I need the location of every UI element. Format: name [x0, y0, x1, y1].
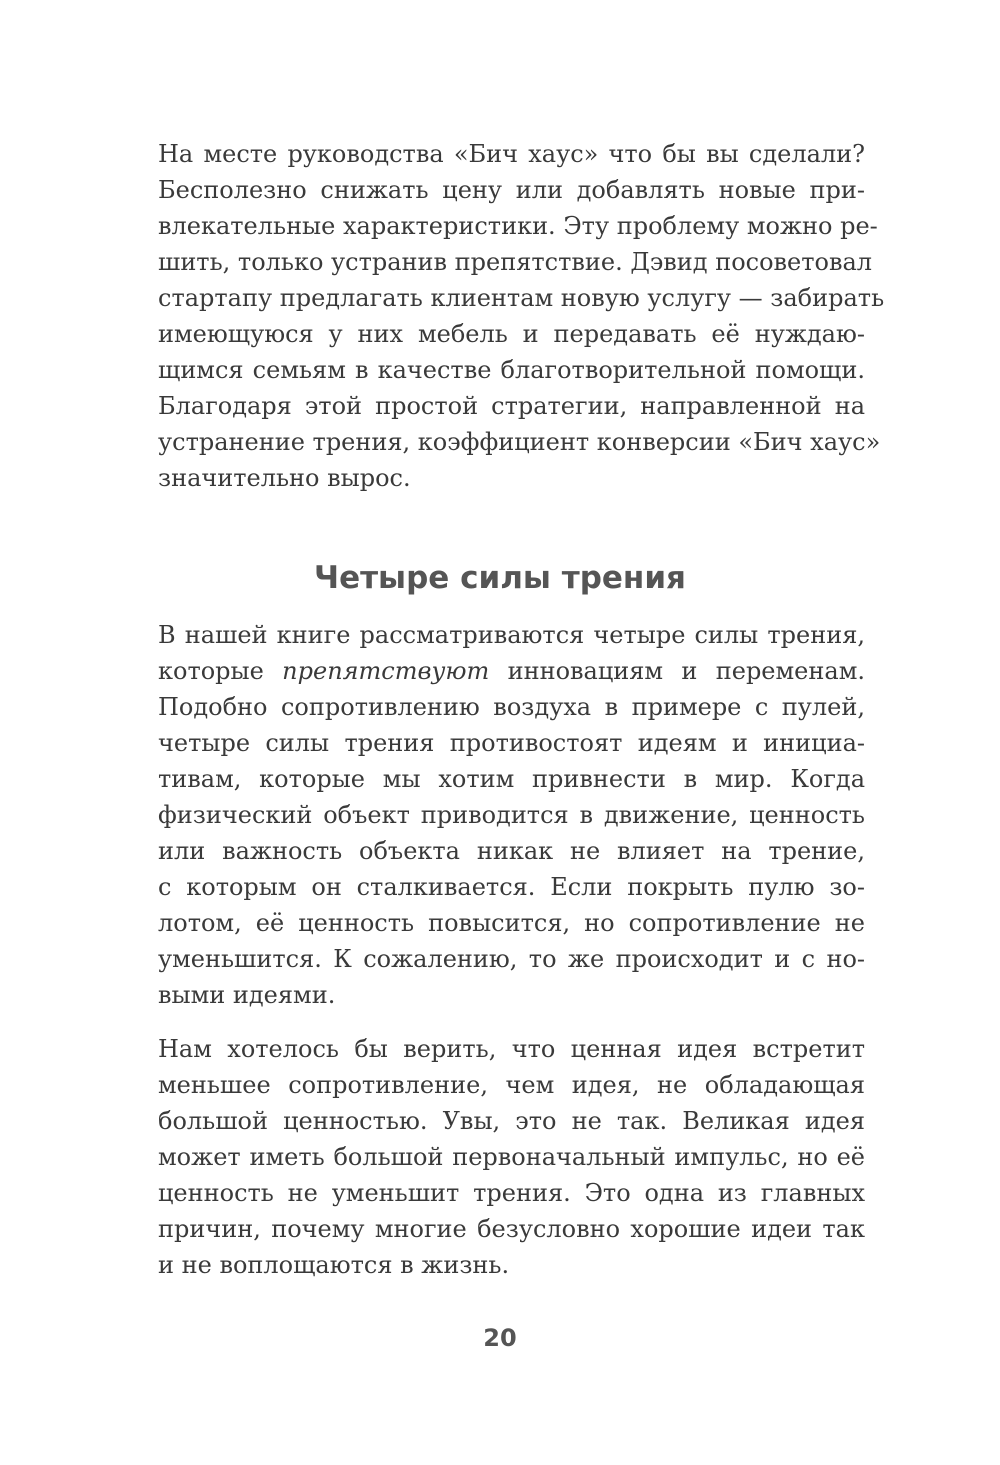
paragraph-line: стартапу предлагать клиентам новую услугу — забирать: [158, 284, 885, 312]
emphasized-word: препятствуют: [282, 657, 490, 685]
paragraph-line: В нашей книге рассматриваются четыре силы трения,: [158, 621, 865, 649]
paragraph-line: Бесполезно снижать цену или добавлять новые при-: [158, 176, 865, 204]
paragraph-line: имеющуюся у них мебель и передавать её нуждаю-: [158, 320, 865, 348]
paragraph-line: Благодаря этой простой стратегии, направленной на: [158, 392, 865, 420]
paragraph-line: причин, почему многие безусловно хорошие идеи так: [158, 1215, 865, 1243]
paragraph-line: Нам хотелось бы верить, что ценная идея встретит: [158, 1035, 865, 1063]
paragraph-line: и не воплощаются в жизнь.: [158, 1251, 510, 1279]
paragraph-line: уменьшится. К сожалению, то же происходит и с но-: [158, 945, 865, 973]
paragraph-line: значительно вырос.: [158, 464, 411, 492]
paragraph-line: лотом, её ценность повысится, но сопротивление не: [158, 909, 865, 937]
text-segment: которые: [158, 657, 283, 685]
paragraph-line: физический объект приводится в движение, ценность: [158, 801, 865, 829]
paragraph-line: шить, только устранив препятствие. Дэвид посоветовал: [158, 248, 873, 276]
paragraph-line: с которым он сталкивается. Если покрыть пулю зо-: [158, 873, 865, 901]
paragraph-line: щимся семьям в качестве благотворительной помощи.: [158, 356, 865, 384]
text-segment: инновациям и переменам.: [489, 657, 865, 685]
page-number: 20: [483, 1324, 517, 1352]
paragraph-line: тивам, которые мы хотим привнести в мир. Когда: [158, 765, 865, 793]
paragraph-line: или важность объекта никак не влияет на трение,: [158, 837, 865, 865]
paragraph-line: На месте руководства «Бич хаус» что бы вы сделали?: [158, 140, 865, 168]
paragraph-line: Подобно сопротивлению воздуха в примере с пулей,: [158, 693, 865, 721]
section-heading: Четыре силы трения: [314, 560, 686, 596]
paragraph-line: устранение трения, коэффициент конверсии «Бич хаус»: [158, 428, 881, 456]
paragraph-line: большой ценностью. Увы, это не так. Великая идея: [158, 1107, 865, 1135]
paragraph-line: влекательные характеристики. Эту проблему можно ре-: [158, 212, 878, 240]
paragraph-line: может иметь большой первоначальный импульс, но её: [158, 1143, 865, 1171]
paragraph-line: меньшее сопротивление, чем идея, не обладающая: [158, 1071, 865, 1099]
paragraph-line: ценность не уменьшит трения. Это одна из главных: [158, 1179, 865, 1207]
paragraph-line-with-emphasis: [158, 654, 865, 689]
paragraph-line: четыре силы трения противостоят идеям и инициа-: [158, 729, 865, 757]
paragraph-line: выми идеями.: [158, 981, 336, 1009]
